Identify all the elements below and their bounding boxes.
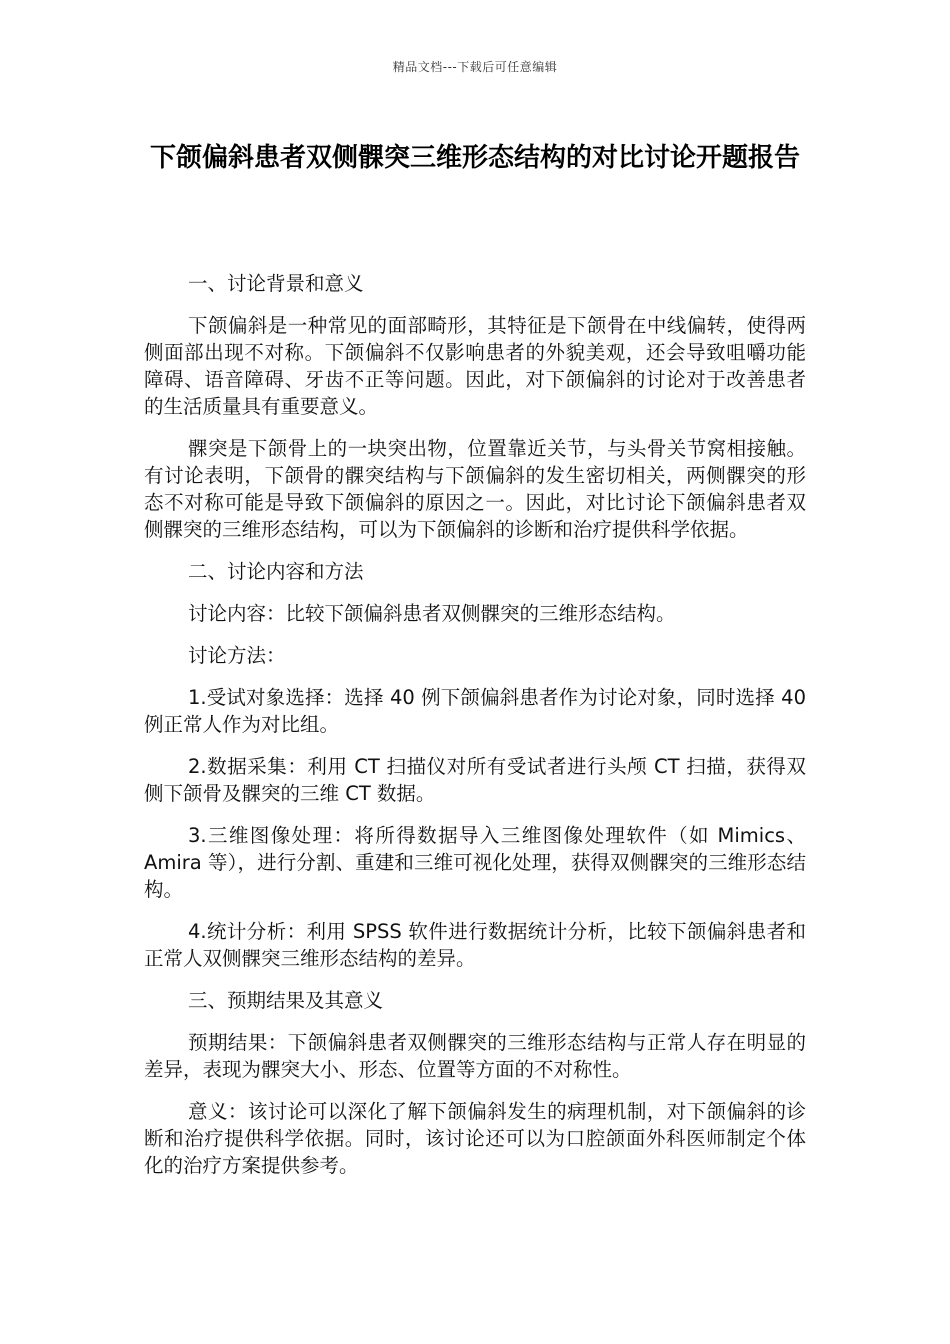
paragraph-significance: 意义：该讨论可以深化了解下颌偏斜发生的病理机制，对下颌偏斜的诊断和治疗提供科学依据。同时，该讨论还可以为口腔颌面外科医师制定个体化的治疗方案提供参考。 (144, 1100, 806, 1177)
header-note: 精品文档---下载后可任意编辑 (392, 60, 558, 74)
paragraph-method-label: 讨论方法： (188, 644, 286, 667)
method-item-2: 2.数据采集：利用 CT 扫描仪对所有受试者进行头颅 CT 扫描，获得双侧下颌骨及髁突的三维 CT 数据。 (144, 755, 806, 805)
paragraph-expected-result: 预期结果：下颌偏斜患者双侧髁突的三维形态结构与正常人存在明显的差异，表现为髁突大小、形态、位置等方面的不对称性。 (144, 1031, 806, 1081)
document-body (144, 270, 806, 1194)
paragraph-research-content: 讨论内容：比较下颌偏斜患者双侧髁突的三维形态结构。 (188, 602, 676, 625)
method-item-4: 4.统计分析：利用 SPSS 软件进行数据统计分析，比较下颌偏斜患者和正常人双侧髁突三维形态结构的差异。 (144, 920, 806, 970)
method-item-1: 1.受试对象选择：选择 40 例下颌偏斜患者作为讨论对象，同时选择 40 例正常人作为对比组。 (144, 686, 806, 736)
paragraph-background-2: 髁突是下颌骨上的一块突出物，位置靠近关节，与头骨关节窝相接触。有讨论表明，下颌骨的髁突结构与下颌偏斜的发生密切相关，两侧髁突的形态不对称可能是导致下颌偏斜的原因之一。因此，对比讨论下颌偏斜患者双侧髁突的三维形态结构，可以为下颌偏斜的诊断和治疗提供科学依据。 (144, 437, 806, 541)
method-item-3: 3.三维图像处理：将所得数据导入三维图像处理软件（如 Mimics、Amira 等），进行分割、重建和三维可视化处理，获得双侧髁突的三维形态结构。 (144, 824, 806, 901)
document-title: 下颌偏斜患者双侧髁突三维形态结构的对比讨论开题报告 (149, 143, 800, 173)
section-heading-content-method: 二、讨论内容和方法 (188, 560, 364, 583)
section-heading-background: 一、讨论背景和意义 (188, 272, 364, 295)
section-heading-expected-results: 三、预期结果及其意义 (188, 989, 384, 1012)
paragraph-background-1: 下颌偏斜是一种常见的面部畸形，其特征是下颌骨在中线偏转，使得两侧面部出现不对称。下颌偏斜不仅影响患者的外貌美观，还会导致咀嚼功能障碍、语音障碍、牙齿不正等问题。因此，对下颌偏斜的讨论对于改善患者的生活质量具有重要意义。 (144, 314, 806, 418)
